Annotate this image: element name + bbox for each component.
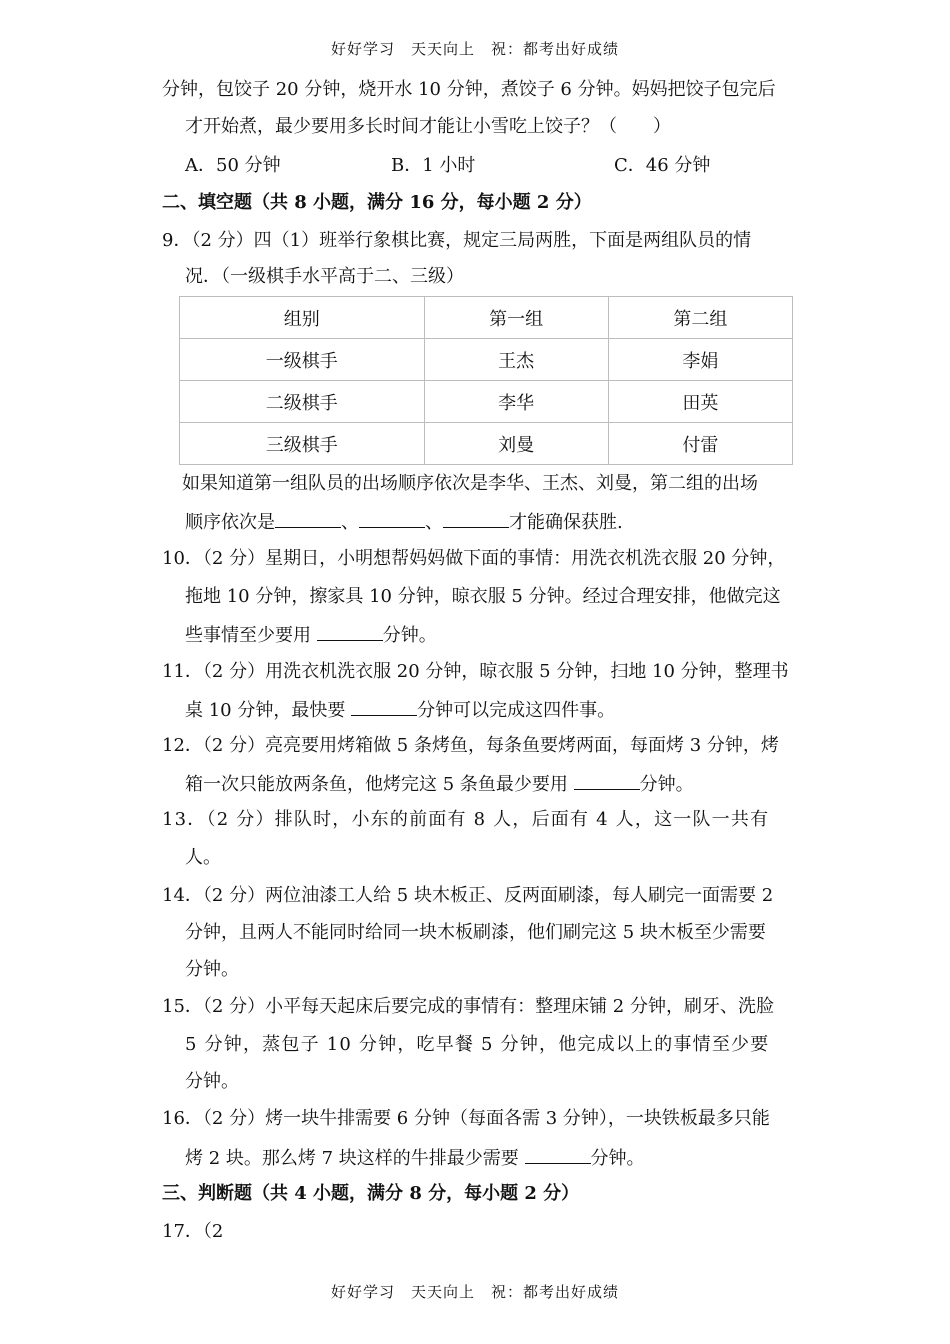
- q11-line1: 11．（2 分）用洗衣机洗衣服 20 分钟，晾衣服 5 分钟，扫地 10 分钟，整理书: [162, 661, 789, 682]
- q16-line2-prefix: 烤 2 块。那么烤 7 块这样的牛排最少需要: [185, 1148, 525, 1169]
- q15-line3: 分钟。: [185, 1071, 239, 1092]
- table-header-cell: 第二组: [608, 297, 792, 339]
- q11-line2-prefix: 桌 10 分钟，最快要: [185, 700, 352, 721]
- q12-line1: 12．（2 分）亮亮要用烤箱做 5 条烤鱼，每条鱼要烤两面，每面烤 3 分钟，烤: [162, 735, 779, 756]
- table-row: [180, 381, 793, 423]
- q14-line1: 14．（2 分）两位油漆工人给 5 块木板正、反两面刷漆，每人刷完一面需要 2: [162, 885, 774, 906]
- q8-line1: 分钟，包饺子 20 分钟，烧开水 10 分钟，煮饺子 6 分钟。妈妈把饺子包完后: [162, 79, 776, 100]
- table-header-row: [180, 297, 793, 339]
- table-cell: 一级棋手: [180, 339, 425, 381]
- section-2-title: 二、填空题（共 8 小题，满分 16 分，每小题 2 分）: [162, 192, 592, 213]
- q13-line2: 人。: [185, 847, 221, 868]
- q10-line2: 拖地 10 分钟，擦家具 10 分钟，晾衣服 5 分钟。经过合理安排，他做完这: [185, 586, 781, 607]
- answer-blank[interactable]: [351, 697, 417, 716]
- q14-line3: 分钟。: [185, 959, 239, 980]
- page-header: 好好学习 天天向上 祝：都考出好成绩: [330, 40, 619, 58]
- section-3-title: 三、判断题（共 4 小题，满分 8 分，每小题 2 分）: [162, 1183, 580, 1204]
- q9-line4: [185, 509, 623, 535]
- q12-line2-prefix: 箱一次只能放两条鱼，他烤完这 5 条鱼最少要用: [185, 774, 574, 795]
- q8-option-c: C．46 分钟: [614, 155, 711, 176]
- page-footer: 好好学习 天天向上 祝：都考出好成绩: [330, 1283, 619, 1301]
- q10-line3-suffix: 分钟。: [382, 625, 437, 646]
- table-row: [180, 423, 793, 465]
- table-header-cell: 组别: [180, 297, 425, 339]
- table-row: [180, 339, 793, 381]
- table-header-cell: 第一组: [424, 297, 608, 339]
- q16-line1: 16．（2 分）烤一块牛排需要 6 分钟（每面各需 3 分钟），一块铁板最多只能: [162, 1108, 770, 1129]
- q11-line2-suffix: 分钟可以完成这四件事。: [417, 700, 616, 721]
- answer-blank[interactable]: [359, 509, 425, 528]
- answer-blank[interactable]: [574, 771, 640, 790]
- answer-blank[interactable]: [317, 622, 383, 641]
- chess-players-table: [179, 296, 793, 465]
- q8-line2: 才开始煮，最少要用多长时间才能让小雪吃上饺子？（ ）: [185, 116, 671, 137]
- q15-line1: 15．（2 分）小平每天起床后要完成的事情有：整理床铺 2 分钟，刷牙、洗脸: [162, 996, 774, 1017]
- q12-line2: [185, 771, 694, 797]
- q10-line3: [185, 622, 437, 648]
- q17-line1: 17．（2: [162, 1221, 224, 1242]
- q8-option-b: B．1 小时: [391, 155, 476, 176]
- table-cell: 付雷: [608, 423, 792, 465]
- q8-option-a: A．50 分钟: [185, 155, 281, 176]
- q9-line3: 如果知道第一组队员的出场顺序依次是李华、王杰、刘曼，第二组的出场: [182, 473, 758, 494]
- q12-line2-suffix: 分钟。: [639, 774, 694, 795]
- q13-line1: 13．（2 分）排队时，小东的前面有 8 人，后面有 4 人，这一队一共有: [162, 809, 770, 830]
- q9-line2: 况．（一级棋手水平高于二、三级）: [185, 266, 464, 287]
- q11-line2: [185, 697, 615, 723]
- answer-blank[interactable]: [275, 509, 341, 528]
- q9-line1: 9．（2 分）四（1）班举行象棋比赛，规定三局两胜，下面是两组队员的情: [162, 230, 752, 251]
- table-cell: 田英: [608, 381, 792, 423]
- q15-line2: 5 分钟，蒸包子 10 分钟，吃早餐 5 分钟，他完成以上的事情至少要: [185, 1034, 770, 1055]
- table-cell: 二级棋手: [180, 381, 425, 423]
- table-cell: 刘曼: [424, 423, 608, 465]
- table-cell: 三级棋手: [180, 423, 425, 465]
- q16-line2: [185, 1145, 645, 1171]
- table-cell: 李娟: [608, 339, 792, 381]
- answer-blank[interactable]: [443, 509, 509, 528]
- q14-line2: 分钟，且两人不能同时给同一块木板刷漆，他们刷完这 5 块木板至少需要: [185, 922, 766, 943]
- table-cell: 李华: [424, 381, 608, 423]
- q9-line4-prefix: 顺序依次是: [185, 512, 275, 533]
- separator: 、: [341, 512, 359, 533]
- q10-line1: 10．（2 分）星期日，小明想帮妈妈做下面的事情：用洗衣机洗衣服 20 分钟，: [162, 548, 786, 569]
- q9-line4-suffix: 才能确保获胜.: [509, 512, 623, 533]
- answer-blank[interactable]: [525, 1145, 591, 1164]
- table-cell: 王杰: [424, 339, 608, 381]
- q16-line2-suffix: 分钟。: [590, 1148, 645, 1169]
- separator: 、: [425, 512, 443, 533]
- q10-line3-prefix: 些事情至少要用: [185, 625, 317, 646]
